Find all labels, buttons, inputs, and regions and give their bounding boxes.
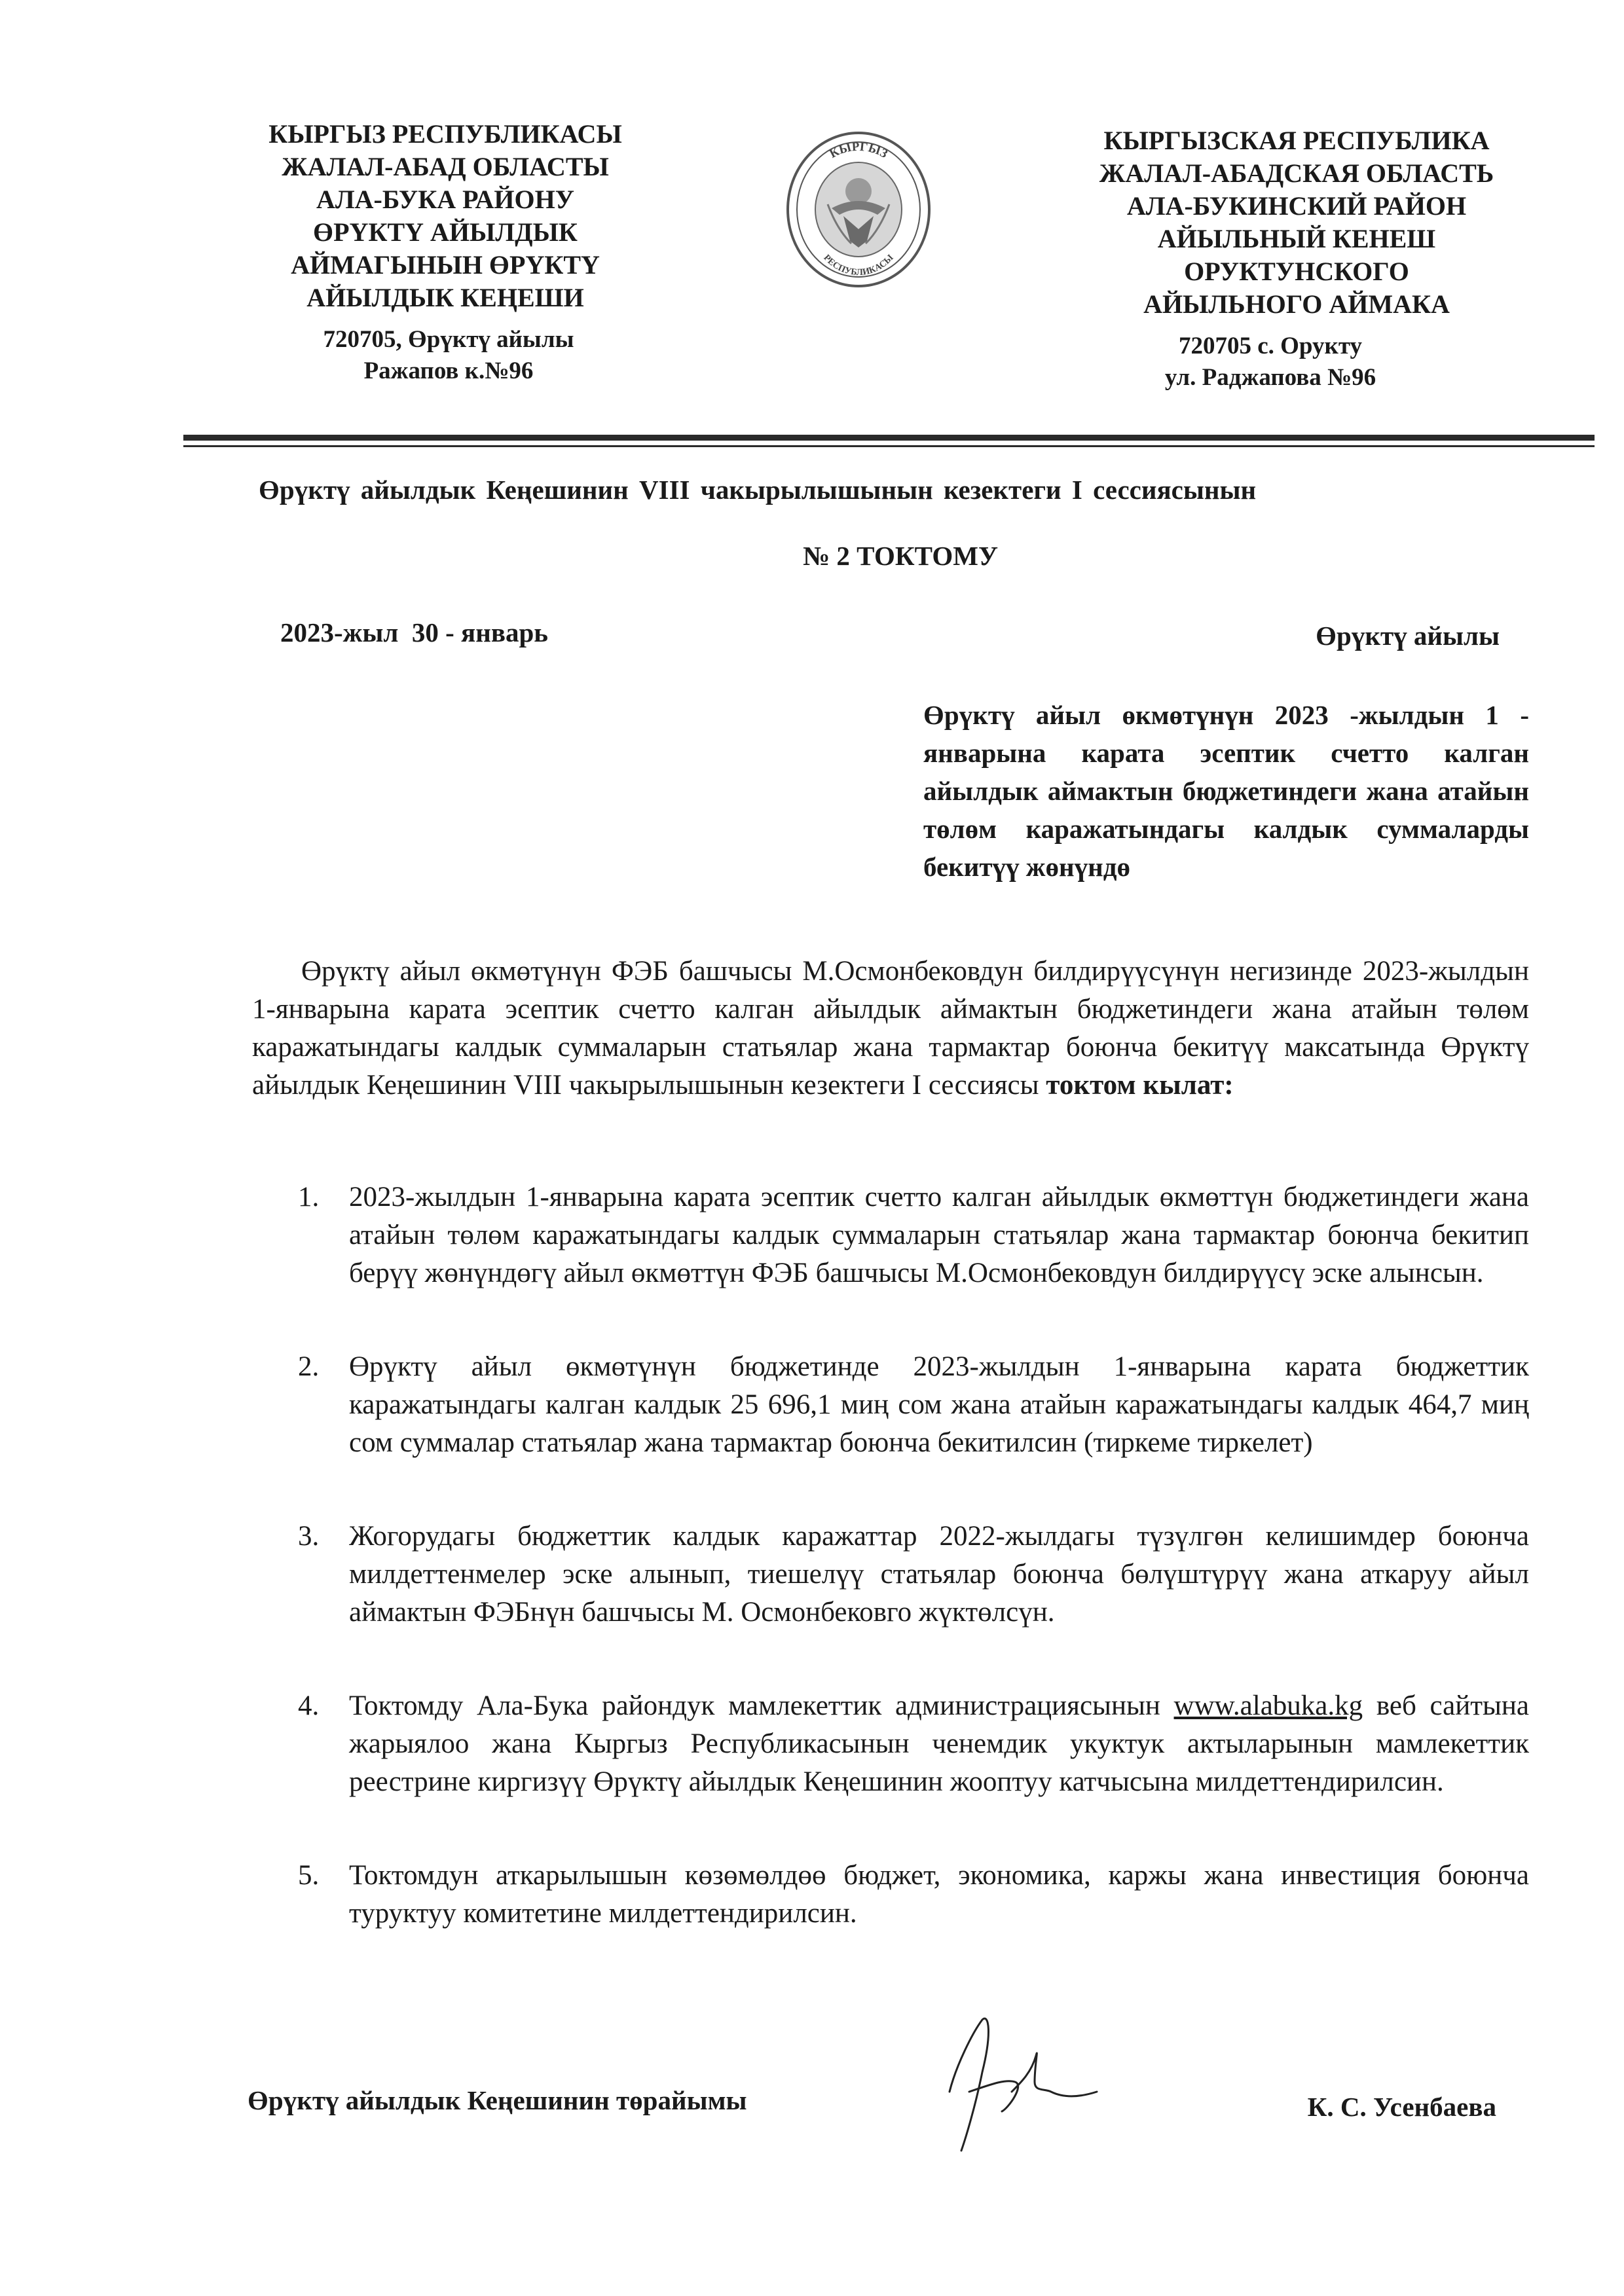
resolution-title: № 2 ТОКТОМУ <box>802 541 999 571</box>
address-russian-line: 720705 с. Орукту <box>1178 333 1363 359</box>
address-kyrgyz-line: Ражапов к.№96 <box>363 357 534 384</box>
preamble-text: Өрүктү айыл өкмөтүнүн ФЭБ башчысы М.Осмонбековдун билдирүүсүнүн негизинде 2023-жылдын 1-январына карата эсептик счетто калган айылдык аймактын бюджетиндеги жана атайын төлөм каражатындагы калдык суммаларын статьялар жана тармактар боюнча бекитүү максатында Өрүктү айылдык Кеңешинин VIII чакырылышынын кезектеги I сессиясы <box>252 956 1529 1101</box>
letterhead-kyrgyz-line: АЙЫЛДЫК КЕҢЕШИ <box>306 283 584 312</box>
item-number: 3. <box>298 1521 320 1552</box>
svg-text:КЫРГЫЗ: КЫРГЫЗ <box>827 139 890 162</box>
letterhead-kyrgyz-line: АЛА-БУКА РАЙОНУ <box>316 185 575 214</box>
letterhead-russian-line: АЙЫЛЬНОГО АЙМАКА <box>1143 289 1450 319</box>
item-text-after-link: веб сайтына жарыялоо жана Кыргыз Республикасынын ченемдик укуктук актыларынын мамлекеттик реестрине киргизүү Өрүктү айылдык Кеңешинин жооптуу катчысына милдеттендирилсин. <box>349 1690 1529 1797</box>
resolution-subject: Өрүктү айыл өкмөтүнүн 2023 -жылдын 1 - январына карата эсептик счетто калган айылдык аймактын бюджетиндеги жана атайын төлөм каражатындагы калдык суммаларды бекитүү жөнүндө <box>923 700 1529 882</box>
letterhead-russian-line: АЛА-БУКИНСКИЙ РАЙОН <box>1126 191 1467 221</box>
item-number: 4. <box>298 1690 320 1721</box>
item-text-before-link: Токтомду Ала-Бука райондук мамлекеттик администрациясынын <box>349 1690 1160 1721</box>
letterhead-kyrgyz-line: ЖАЛАЛ-АБАД ОБЛАСТЫ <box>282 152 609 181</box>
letterhead-kyrgyz-line: АЙМАГЫНЫН ӨРҮКТҮ <box>291 250 600 280</box>
resolution-item-3 <box>298 1518 1529 1631</box>
resolution-item-5 <box>298 1857 1529 1933</box>
resolution-item-1 <box>298 1178 1529 1292</box>
item-text: Токтомдун аткарылышын көзөмөлдөө бюджет, экономика, каржы жана инвестиция боюнча туруктуу комитетине милдеттендирилсин. <box>349 1860 1529 1929</box>
preamble-action: токтом кылат: <box>1046 1070 1234 1101</box>
letterhead-kyrgyz-line: КЫРГЫЗ РЕСПУБЛИКАСЫ <box>268 119 622 149</box>
address-russian-line: ул. Раджапова №96 <box>1164 364 1376 391</box>
letterhead-russian <box>1041 124 1552 321</box>
letterhead-kyrgyz-line: ӨРҮКТҮ АЙЫЛДЫК <box>313 217 578 247</box>
letterhead-russian-line: КЫРГЫЗСКАЯ РЕСПУБЛИКА <box>1103 126 1490 155</box>
item-text: Өрүктү айыл өкмөтүнүн бюджетинде 2023-жылдын 1-январына карата бюджеттик каражатындагы калган калдык 25 696,1 миң сом жана атайын каражатындагы калдык 464,7 миң сом суммалар статьялар жана тармактар боюнча бекитилсин (тиркеме тиркелет) <box>349 1351 1529 1458</box>
state-seal-icon <box>786 131 931 288</box>
header-divider-thick <box>183 435 1595 441</box>
signatory-title: Өрүктү айылдык Кеңешинин төрайымы <box>248 2085 747 2115</box>
header-divider-thin <box>183 445 1595 447</box>
signatory-name: К. С. Усенбаева <box>1307 2092 1496 2122</box>
resolution-place: Өрүктү айылы <box>1316 621 1500 651</box>
letterhead-russian-line: АЙЫЛЬНЫЙ КЕНЕШ <box>1157 224 1436 253</box>
item-text: Жогорудагы бюджеттик калдык каражаттар 2022-жылдагы түзүлгөн келишимдер боюнча милдеттенмелер эске алынып, тиешелүү статьялар боюнча бөлүштүрүү жана аткаруу айыл аймактын ФЭБнүн башчысы М. Осмонбековго жүктөлсүн. <box>349 1521 1529 1628</box>
resolution-item-2 <box>298 1348 1529 1462</box>
letterhead-russian-line: ЖАЛАЛ-АБАДСКАЯ ОБЛАСТЬ <box>1099 158 1494 188</box>
address-kyrgyz-line: 720705, Өрүктү айылы <box>323 326 574 353</box>
letterhead-russian-line: ОРУКТУНСКОГО <box>1184 257 1409 286</box>
resolution-date: 2023-жыл 30 - январь <box>280 617 548 647</box>
address-kyrgyz <box>278 324 619 387</box>
item-number: 2. <box>298 1351 320 1382</box>
item-number: 5. <box>298 1860 320 1891</box>
address-russian <box>1087 331 1454 393</box>
preamble-paragraph <box>252 953 1529 1104</box>
resolution-item-4 <box>298 1687 1529 1801</box>
item-text: 2023-жылдын 1-январына карата эсептик счетто калган айылдык өкмөттүн бюджетиндеги жана атайын төлөм каражатындагы калдык суммаларын статьялар жана тармактар боюнча бекитип берүү жөнүндөгү айыл өкмөттүн ФЭБ башчысы М.Осмонбековдун билдирүүсү эске алынсын. <box>349 1182 1529 1288</box>
letterhead-kyrgyz <box>216 118 674 314</box>
handwritten-signature-icon <box>936 1994 1107 2157</box>
svg-text:РЕСПУБЛИКАСЫ: РЕСПУБЛИКАСЫ <box>821 253 896 278</box>
item-number: 1. <box>298 1182 320 1212</box>
resolution-items <box>298 1178 1529 1988</box>
session-line: Өрүктү айылдык Кеңешинин VIII чакырылышынын кезектеги I сессиясынын <box>259 475 1257 505</box>
website-link[interactable]: www.alabuka.kg <box>1173 1690 1363 1721</box>
